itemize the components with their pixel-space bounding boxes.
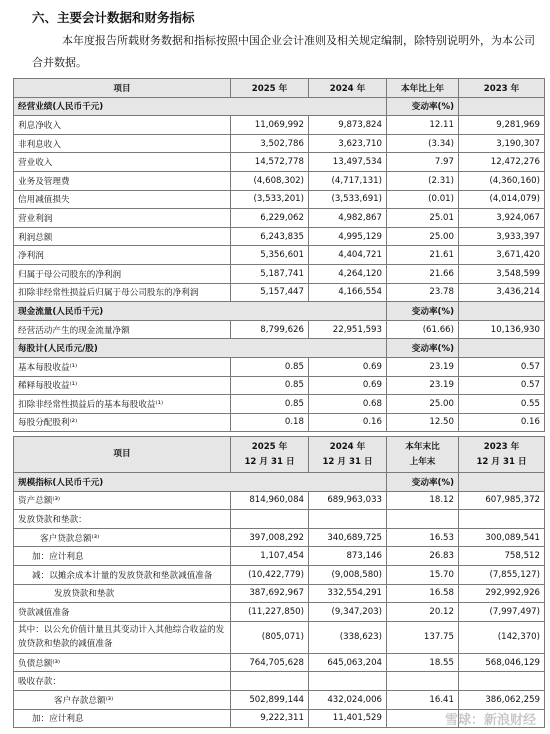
value-cell: (4,608,302): [231, 171, 309, 190]
table-row: [14, 565, 545, 584]
value-cell: 568,046,129: [459, 653, 545, 672]
section-change-label: 变动率(%): [387, 339, 459, 358]
value-cell: (3,533,201): [231, 190, 309, 209]
table-row: [14, 357, 545, 376]
value-cell: 23.19: [387, 357, 459, 376]
row-label: 加：应计利息: [14, 709, 231, 728]
value-cell: 10,136,930: [459, 320, 545, 339]
value-cell: 3,623,710: [309, 134, 387, 153]
table-row: [14, 413, 545, 432]
value-cell: (9,347,203): [309, 603, 387, 622]
column-header: 本年比上年: [387, 79, 459, 98]
value-cell: 1,107,454: [231, 547, 309, 566]
row-label: 利息净收入: [14, 116, 231, 135]
value-cell: 3,190,307: [459, 134, 545, 153]
row-label: 扣除非经常性损益后的基本每股收益⁽¹⁾: [14, 395, 231, 414]
section-label: 现金流量(人民币千元): [14, 302, 387, 321]
table-row: [14, 672, 545, 691]
row-label: 吸收存款：: [14, 672, 231, 691]
section-title: 六、主要会计数据和财务指标: [32, 10, 195, 25]
row-label: 基本每股收益⁽¹⁾: [14, 357, 231, 376]
row-label: 客户存款总额⁽³⁾: [14, 690, 231, 709]
value-cell: 0.85: [231, 395, 309, 414]
value-cell: [387, 672, 459, 691]
row-label: 利润总额: [14, 227, 231, 246]
value-cell: 3,548,599: [459, 264, 545, 283]
section-label: 经营业绩(人民币千元): [14, 97, 387, 116]
value-cell: (3,533,691): [309, 190, 387, 209]
value-cell: [459, 510, 545, 529]
table-row: [14, 547, 545, 566]
value-cell: 7.97: [387, 153, 459, 172]
table-row: [14, 171, 545, 190]
value-cell: 4,166,554: [309, 283, 387, 302]
value-cell: 21.61: [387, 246, 459, 265]
value-cell: 332,554,291: [309, 584, 387, 603]
value-cell: 0.16: [309, 413, 387, 432]
value-cell: 4,404,721: [309, 246, 387, 265]
value-cell: (11,227,850): [231, 603, 309, 622]
value-cell: 764,705,628: [231, 653, 309, 672]
section-label: 每股计(人民币元/股): [14, 339, 387, 358]
value-cell: 4,264,120: [309, 264, 387, 283]
value-cell: 5,157,447: [231, 283, 309, 302]
section-change-label: 变动率(%): [387, 97, 459, 116]
row-label: 发放贷款和垫款：: [14, 510, 231, 529]
row-label: 发放贷款和垫款: [14, 584, 231, 603]
value-cell: 14,572,778: [231, 153, 309, 172]
value-cell: 873,146: [309, 547, 387, 566]
value-cell: (4,014,079): [459, 190, 545, 209]
table-row: [14, 134, 545, 153]
value-cell: 18.55: [387, 653, 459, 672]
value-cell: 0.55: [459, 395, 545, 414]
value-cell: 502,899,144: [231, 690, 309, 709]
row-label: 加：应计利息: [14, 547, 231, 566]
table-row: [14, 653, 545, 672]
value-cell: 23.19: [387, 376, 459, 395]
value-cell: (4,360,160): [459, 171, 545, 190]
value-cell: 0.85: [231, 357, 309, 376]
value-cell: 12,472,276: [459, 153, 545, 172]
value-cell: 645,063,204: [309, 653, 387, 672]
empty-cell: [459, 473, 545, 492]
column-header: 2024 年: [309, 79, 387, 98]
table-row: [14, 209, 545, 228]
value-cell: 11,069,992: [231, 116, 309, 135]
value-cell: (3.34): [387, 134, 459, 153]
value-cell: 607,985,372: [459, 491, 545, 510]
value-cell: (61.66): [387, 320, 459, 339]
row-label: 营业利润: [14, 209, 231, 228]
column-header: 项目: [14, 79, 231, 98]
table-row: [14, 153, 545, 172]
value-cell: (10,422,779): [231, 565, 309, 584]
value-cell: 397,008,292: [231, 528, 309, 547]
value-cell: 0.69: [309, 357, 387, 376]
section-change-label: 变动率(%): [387, 473, 459, 492]
value-cell: (7,855,127): [459, 565, 545, 584]
row-label: 营业收入: [14, 153, 231, 172]
value-cell: (142,370): [459, 621, 545, 653]
value-cell: [309, 672, 387, 691]
value-cell: (0.01): [387, 190, 459, 209]
value-cell: 0.68: [309, 395, 387, 414]
value-cell: (4,717,131): [309, 171, 387, 190]
value-cell: 689,963,033: [309, 491, 387, 510]
value-cell: 12.11: [387, 116, 459, 135]
watermark: 雪球：新浪财经: [444, 713, 536, 728]
row-label: 业务及管理费: [14, 171, 231, 190]
value-cell: 23.78: [387, 283, 459, 302]
value-cell: 11,401,529: [309, 709, 387, 728]
section-row: [14, 97, 545, 116]
row-label: 每股分配股利⁽²⁾: [14, 413, 231, 432]
value-cell: 3,502,786: [231, 134, 309, 153]
value-cell: 814,960,084: [231, 491, 309, 510]
value-cell: 3,436,214: [459, 283, 545, 302]
row-label: 稀释每股收益⁽¹⁾: [14, 376, 231, 395]
row-label: 扣除非经常性损益后归属于母公司股东的净利润: [14, 283, 231, 302]
value-cell: 6,243,835: [231, 227, 309, 246]
value-cell: 15.70: [387, 565, 459, 584]
value-cell: 26.83: [387, 547, 459, 566]
row-label: 归属于母公司股东的净利润: [14, 264, 231, 283]
table-row: [14, 603, 545, 622]
value-cell: 22,951,593: [309, 320, 387, 339]
row-label: 贷款减值准备: [14, 603, 231, 622]
value-cell: 18.12: [387, 491, 459, 510]
table-scale-indicators: [13, 436, 545, 728]
value-cell: 8,799,626: [231, 320, 309, 339]
value-cell: 387,692,967: [231, 584, 309, 603]
row-label: 经营活动产生的现金流量净额: [14, 320, 231, 339]
row-label: 减：以摊余成本计量的发放贷款和垫款减值准备: [14, 565, 231, 584]
value-cell: 300,089,541: [459, 528, 545, 547]
value-cell: 4,982,867: [309, 209, 387, 228]
intro-paragraph: 本年度报告所载财务数据和指标按照中国企业会计准则及相关规定编制，除特别说明外，为本公司合并数据。: [32, 34, 535, 69]
section-row: [14, 302, 545, 321]
value-cell: 16.58: [387, 584, 459, 603]
section-row: [14, 473, 545, 492]
value-cell: 386,062,259: [459, 690, 545, 709]
value-cell: 3,933,397: [459, 227, 545, 246]
value-cell: 16.53: [387, 528, 459, 547]
column-header: 2025 年 12 月 31 日: [231, 437, 309, 473]
value-cell: 5,356,601: [231, 246, 309, 265]
row-label: 负债总额⁽³⁾: [14, 653, 231, 672]
value-cell: 292,992,926: [459, 584, 545, 603]
column-header: 2023 年 12 月 31 日: [459, 437, 545, 473]
value-cell: (9,008,580): [309, 565, 387, 584]
value-cell: 13,497,534: [309, 153, 387, 172]
value-cell: 3,924,067: [459, 209, 545, 228]
value-cell: (805,071): [231, 621, 309, 653]
value-cell: 0.57: [459, 376, 545, 395]
row-label: 信用减值损失: [14, 190, 231, 209]
column-header: 本年末比 上年末: [387, 437, 459, 473]
value-cell: 0.85: [231, 376, 309, 395]
value-cell: 9,281,969: [459, 116, 545, 135]
table-financial-results: [13, 78, 545, 432]
value-cell: 20.12: [387, 603, 459, 622]
table-row: [14, 116, 545, 135]
row-label: 非利息收入: [14, 134, 231, 153]
table-row: [14, 584, 545, 603]
value-cell: 25.00: [387, 227, 459, 246]
table-row: [14, 690, 545, 709]
value-cell: 25.00: [387, 395, 459, 414]
column-header: 项目: [14, 437, 231, 473]
table-row: [14, 246, 545, 265]
value-cell: [387, 510, 459, 529]
value-cell: [309, 510, 387, 529]
value-cell: 0.57: [459, 357, 545, 376]
section-change-label: 变动率(%): [387, 302, 459, 321]
value-cell: 0.16: [459, 413, 545, 432]
column-header: 2024 年 12 月 31 日: [309, 437, 387, 473]
value-cell: 21.66: [387, 264, 459, 283]
table-row: [14, 227, 545, 246]
value-cell: 5,187,741: [231, 264, 309, 283]
section-label: 规模指标(人民币千元): [14, 473, 387, 492]
section-row: [14, 339, 545, 358]
value-cell: [231, 672, 309, 691]
value-cell: (2.31): [387, 171, 459, 190]
value-cell: 340,689,725: [309, 528, 387, 547]
empty-cell: [459, 339, 545, 358]
table-row: [14, 528, 545, 547]
table-row: [14, 376, 545, 395]
table-row: [14, 510, 545, 529]
empty-cell: [459, 302, 545, 321]
empty-cell: [459, 97, 545, 116]
value-cell: 3,671,420: [459, 246, 545, 265]
value-cell: 9,222,311: [231, 709, 309, 728]
row-label: 其中：以公允价值计量且其变动计入其他综合收益的发放贷款和垫款的减值准备: [14, 621, 231, 653]
value-cell: 137.75: [387, 621, 459, 653]
value-cell: [459, 672, 545, 691]
value-cell: 9,873,824: [309, 116, 387, 135]
row-label: 资产总额⁽³⁾: [14, 491, 231, 510]
value-cell: 0.69: [309, 376, 387, 395]
column-header: 2025 年: [231, 79, 309, 98]
value-cell: [231, 510, 309, 529]
column-header: 2023 年: [459, 79, 545, 98]
table-row: [14, 320, 545, 339]
value-cell: 0.18: [231, 413, 309, 432]
value-cell: (7,997,497): [459, 603, 545, 622]
table-row: [14, 190, 545, 209]
table-row: [14, 621, 545, 653]
value-cell: 16.41: [387, 690, 459, 709]
table-row: [14, 395, 545, 414]
value-cell: 758,512: [459, 547, 545, 566]
value-cell: 12.50: [387, 413, 459, 432]
table-row: [14, 283, 545, 302]
table-row: [14, 264, 545, 283]
value-cell: 25.01: [387, 209, 459, 228]
row-label: 净利润: [14, 246, 231, 265]
table-row: [14, 491, 545, 510]
value-cell: 4,995,129: [309, 227, 387, 246]
value-cell: (338,623): [309, 621, 387, 653]
value-cell: 432,024,006: [309, 690, 387, 709]
row-label: 客户贷款总额⁽³⁾: [14, 528, 231, 547]
value-cell: 6,229,062: [231, 209, 309, 228]
